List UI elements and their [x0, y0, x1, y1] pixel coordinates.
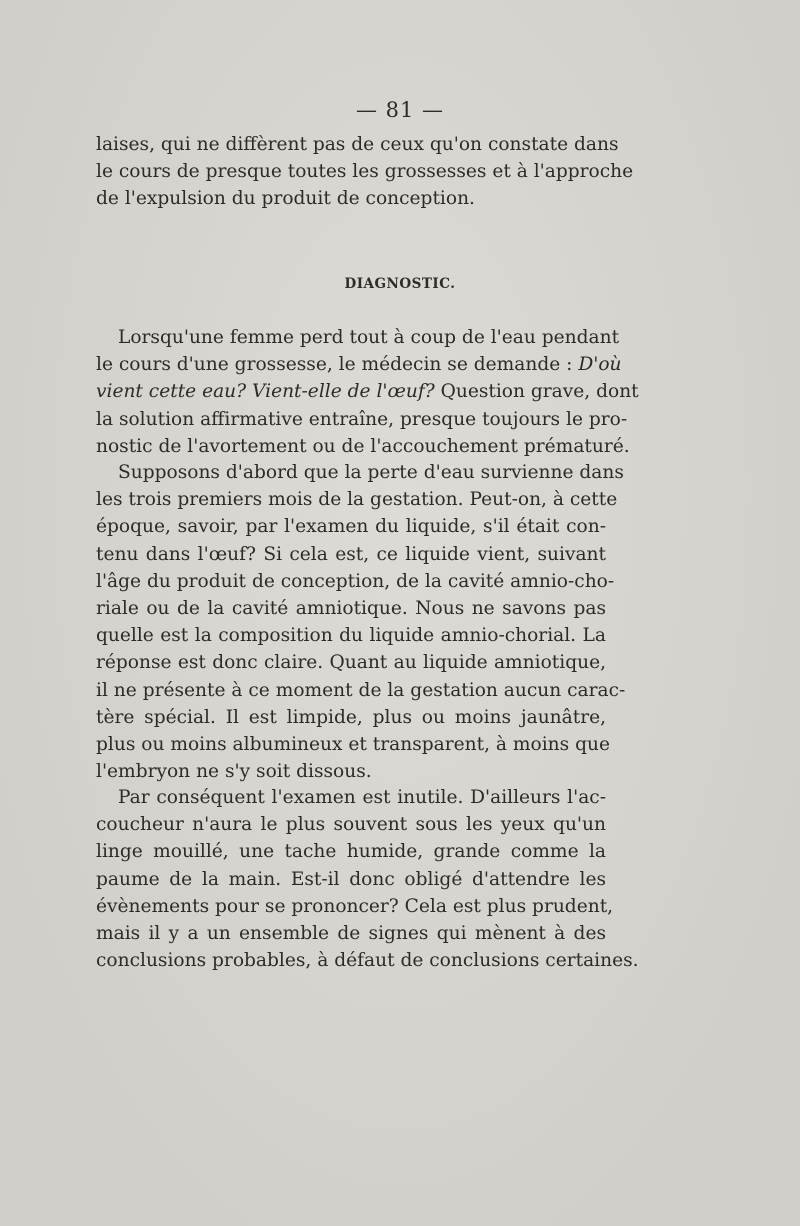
text-line: laises, qui ne diffèrent pas de ceux qu'on constate dans: [96, 134, 619, 155]
text-line: [96, 351, 622, 378]
text-line: Supposons d'abord que la perte d'eau survienne dans: [118, 462, 624, 483]
text-run: Question grave, dont: [434, 381, 639, 403]
text-line: mais il y a un ensemble de signes qui mènent à des: [96, 923, 606, 945]
text-line: Par conséquent l'examen est inutile. D'ailleurs l'ac-: [118, 787, 606, 808]
text-line: coucheur n'aura le plus souvent sous les yeux qu'un: [96, 814, 606, 836]
intro-paragraph: [96, 131, 634, 213]
text-line: Lorsqu'une femme perd tout à coup de l'eau pendant: [118, 327, 620, 348]
text-line: de l'expulsion du produit de conception.: [96, 188, 475, 210]
text-run: le cours d'une grossesse, le médecin se demande :: [96, 354, 579, 376]
paragraph-3: [96, 784, 639, 974]
text-line: quelle est la composition du liquide amnio-chorial. La: [96, 625, 606, 647]
text-line: tenu dans l'œuf? Si cela est, ce liquide vient, suivant: [96, 543, 606, 565]
text-line: paume de la main. Est-il donc obligé d'attendre les: [96, 868, 606, 890]
text-line: nostic de l'avortement ou de l'accouchement prématuré.: [96, 435, 630, 457]
text-line: riale ou de la cavité amniotique. Nous ne savons pas: [96, 598, 606, 620]
paragraph-1: [96, 324, 639, 460]
text-line: le cours de presque toutes les grossesses et à l'approche: [96, 161, 634, 183]
text-line: la solution affirmative entraîne, presque toujours le pro-: [96, 408, 628, 430]
paragraph-2: [96, 459, 626, 785]
text-line: il ne présente à ce moment de la gestation aucun carac-: [96, 679, 626, 701]
text-line: évènements pour se prononcer? Cela est plus prudent,: [96, 895, 614, 917]
text-line: plus ou moins albumineux et transparent, à moins que: [96, 734, 610, 756]
page-number: — 81 —: [355, 98, 445, 122]
text-line: tère spécial. Il est limpide, plus ou moins jaunâtre,: [96, 706, 606, 728]
text-line: l'âge du produit de conception, de la cavité amnio-cho-: [96, 570, 615, 592]
text-line: les trois premiers mois de la gestation. Peut-on, à cette: [96, 489, 618, 511]
italic-run: vient cette eau? Vient-elle de l'œuf?: [96, 381, 435, 403]
text-line: [96, 378, 639, 405]
italic-run: D'où: [578, 354, 622, 376]
text-line: linge mouillé, une tache humide, grande comme la: [96, 841, 606, 863]
text-line: l'embryon ne s'y soit dissous.: [96, 761, 372, 783]
section-heading: DIAGNOSTIC.: [344, 276, 456, 292]
text-line: conclusions probables, à défaut de conclusions certaines.: [96, 950, 639, 972]
text-line: époque, savoir, par l'examen du liquide, s'il était con-: [96, 516, 606, 538]
text-line: réponse est donc claire. Quant au liquide amniotique,: [96, 652, 606, 674]
